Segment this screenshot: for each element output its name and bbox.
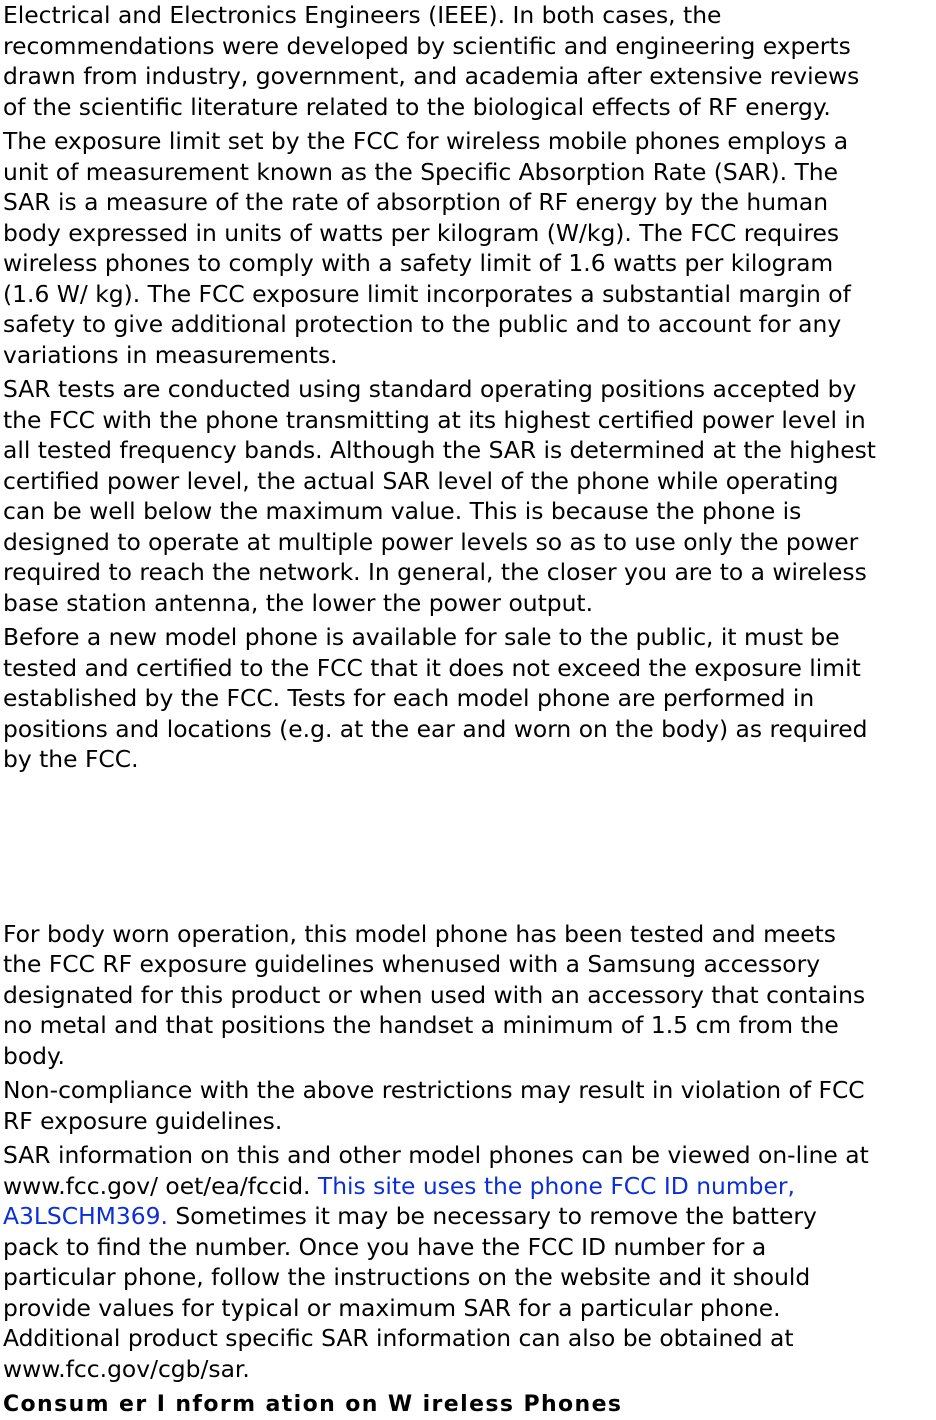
text-line: Electrical and Electronics Engineers (IEEE). In both cases, the (3, 1, 722, 29)
text-line: SAR information on this and other model phones can be viewed on-line at (3, 1141, 869, 1169)
text-line: Non-compliance with the above restrictions may result in violation of FCC (3, 1076, 865, 1104)
text-line: required to reach the network. In general, the closer you are to a wireless (3, 558, 867, 586)
text-line: body expressed in units of watts per kilogram (W/kg). The FCC requires (3, 218, 840, 247)
text-line: safety to give additional protection to the public and to account for any (3, 310, 842, 338)
text-line: body. (3, 1041, 65, 1070)
text-line: pack to find the number. Once you have the FCC ID number for a (3, 1232, 767, 1261)
paragraph-body-worn-operation (3, 919, 935, 1072)
paragraph-ieee-recommendations (3, 0, 935, 122)
text-line: For body worn operation, this model phone has been tested and meets (3, 919, 836, 948)
blank-space (3, 775, 935, 919)
text-line: recommendations were developed by scientific and engineering experts (3, 31, 851, 60)
text-line: Additional product specific SAR information can also be obtained at (3, 1324, 794, 1352)
text-line: drawn from industry, government, and academia after extensive reviews (3, 62, 860, 90)
text-line: designed to operate at multiple power levels so as to use only the power (3, 527, 859, 556)
text-line: variations in measurements. (3, 340, 338, 369)
paragraph-sar-information-online (3, 1140, 935, 1384)
text-line: certified power level, the actual SAR level of the phone while operating (3, 466, 839, 495)
text-line: designated for this product or when used with an accessory that contains (3, 980, 866, 1009)
paragraph-certification (3, 622, 935, 775)
fcc-id-link[interactable]: This site uses the phone FCC ID number, (317, 1171, 795, 1200)
text-line: of the scientific literature related to the biological effects of RF energy. (3, 92, 831, 121)
text-line (3, 1171, 935, 1202)
section-heading: Consum er I nform ation on W ireless Phones (3, 1392, 623, 1417)
text-line: by the FCC. (3, 745, 139, 773)
text-line (3, 1201, 935, 1232)
paragraph-non-compliance (3, 1075, 935, 1136)
text-line: (1.6 W/ kg). The FCC exposure limit incorporates a substantial margin of (3, 279, 851, 308)
text-line: The exposure limit set by the FCC for wireless mobile phones employs a (3, 127, 849, 155)
text-line: can be well below the maximum value. This is because the phone is (3, 497, 802, 525)
text-line: no metal and that positions the handset a minimum of 1.5 cm from the (3, 1011, 839, 1039)
text-line: the FCC with the phone transmitting at its highest certified power level in (3, 405, 866, 434)
text-line: positions and locations (e.g. at the ear and worn on the body) as required (3, 714, 868, 743)
text-line: all tested frequency bands. Although the SAR is determined at the highest (3, 436, 876, 464)
text-line: wireless phones to comply with a safety limit of 1.6 watts per kilogram (3, 249, 834, 277)
paragraph-sar-tests (3, 374, 935, 618)
battery-note-text: Sometimes it may be necessary to remove the battery (167, 1202, 817, 1230)
text-line: particular phone, follow the instructions on the website and it should (3, 1263, 811, 1291)
text-line: base station antenna, the lower the power output. (3, 588, 594, 617)
text-line: unit of measurement known as the Specific Absorption Rate (SAR). The (3, 157, 838, 186)
text-line: SAR tests are conducted using standard operating positions accepted by (3, 375, 857, 403)
paragraph-sar-definition (3, 126, 935, 370)
fcc-id-number-link[interactable]: A3LSCHM369. (3, 1202, 168, 1230)
text-line: Before a new model phone is available for sale to the public, it must be (3, 623, 840, 651)
text-line: RF exposure guidelines. (3, 1106, 283, 1135)
fcc-url-text: www.fcc.gov/ oet/ea/fccid. (3, 1171, 318, 1200)
text-line: SAR is a measure of the rate of absorption of RF energy by the human (3, 188, 829, 216)
document-page (3, 0, 935, 1420)
text-line: provide values for typical or maximum SAR for a particular phone. (3, 1293, 781, 1322)
text-line: www.fcc.gov/cgb/sar. (3, 1354, 250, 1383)
text-line: established by the FCC. Tests for each model phone are performed in (3, 684, 815, 712)
text-line: the FCC RF exposure guidelines whenused with a Samsung accessory (3, 950, 821, 978)
text-line: tested and certified to the FCC that it does not exceed the exposure limit (3, 653, 861, 682)
